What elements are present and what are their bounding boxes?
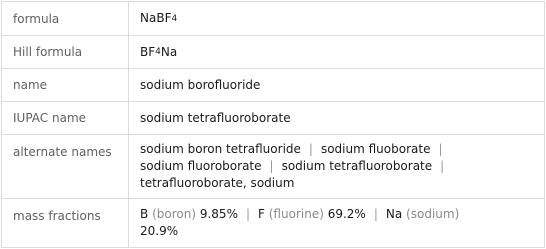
name-value: sodium borofluoride [140,77,261,92]
mass-fractions-line [140,223,459,240]
alternate-names-value [129,135,544,198]
table-row-formula [2,2,544,36]
table-row-mass-fractions [2,199,544,247]
row-label: mass fractions [2,199,129,247]
row-label: alternate names [2,135,129,198]
mass-fraction: 9.85% [199,207,238,221]
separator: | [308,142,313,156]
separator: | [245,207,251,221]
properties-table [1,1,545,248]
alternate-name: sodium tetrafluoroborate [281,159,433,173]
mass-fractions-value [129,199,544,247]
element-name: (fluorine) [268,207,324,221]
row-label: IUPAC name [2,102,129,134]
row-label: Hill formula [2,36,129,68]
mass-fraction: 69.2% [327,207,366,221]
iupac-name-value: sodium tetrafluoroborate [140,110,291,125]
table-row-iupac-name [2,102,544,135]
table-row-hill-formula [2,36,544,69]
element-name: (sodium) [406,207,460,221]
table-row-alternate-names [2,135,544,199]
mass-fractions-line [140,206,459,223]
row-label: name [2,69,129,101]
separator: | [438,142,443,156]
alternate-names-line [140,158,452,175]
alternate-names-line [140,175,452,192]
separator: | [373,207,378,221]
mass-fraction: 20.9% [140,224,179,238]
formula-text: NaBF [140,11,172,25]
element-symbol: B [140,207,149,221]
formula-value: NaBF 4 [140,11,178,25]
hill-formula-value: BF 4 Na [140,44,178,59]
alternate-name: tetrafluoroborate, sodium [140,176,295,190]
element-name: (boron) [152,207,197,221]
alternate-name: sodium fluoroborate [140,159,262,173]
hill-formula-text: BF [140,44,156,59]
alternate-name: sodium boron tetrafluoride [140,142,301,156]
separator: | [269,159,274,173]
row-label: formula [2,2,129,35]
alternate-names-line [140,141,452,158]
separator: | [440,159,445,173]
alternate-name: sodium fluoborate [320,142,431,156]
table-row-name [2,69,544,102]
element-symbol: F [258,207,265,221]
hill-formula-text-tail: Na [160,44,178,59]
element-symbol: Na [385,207,403,221]
